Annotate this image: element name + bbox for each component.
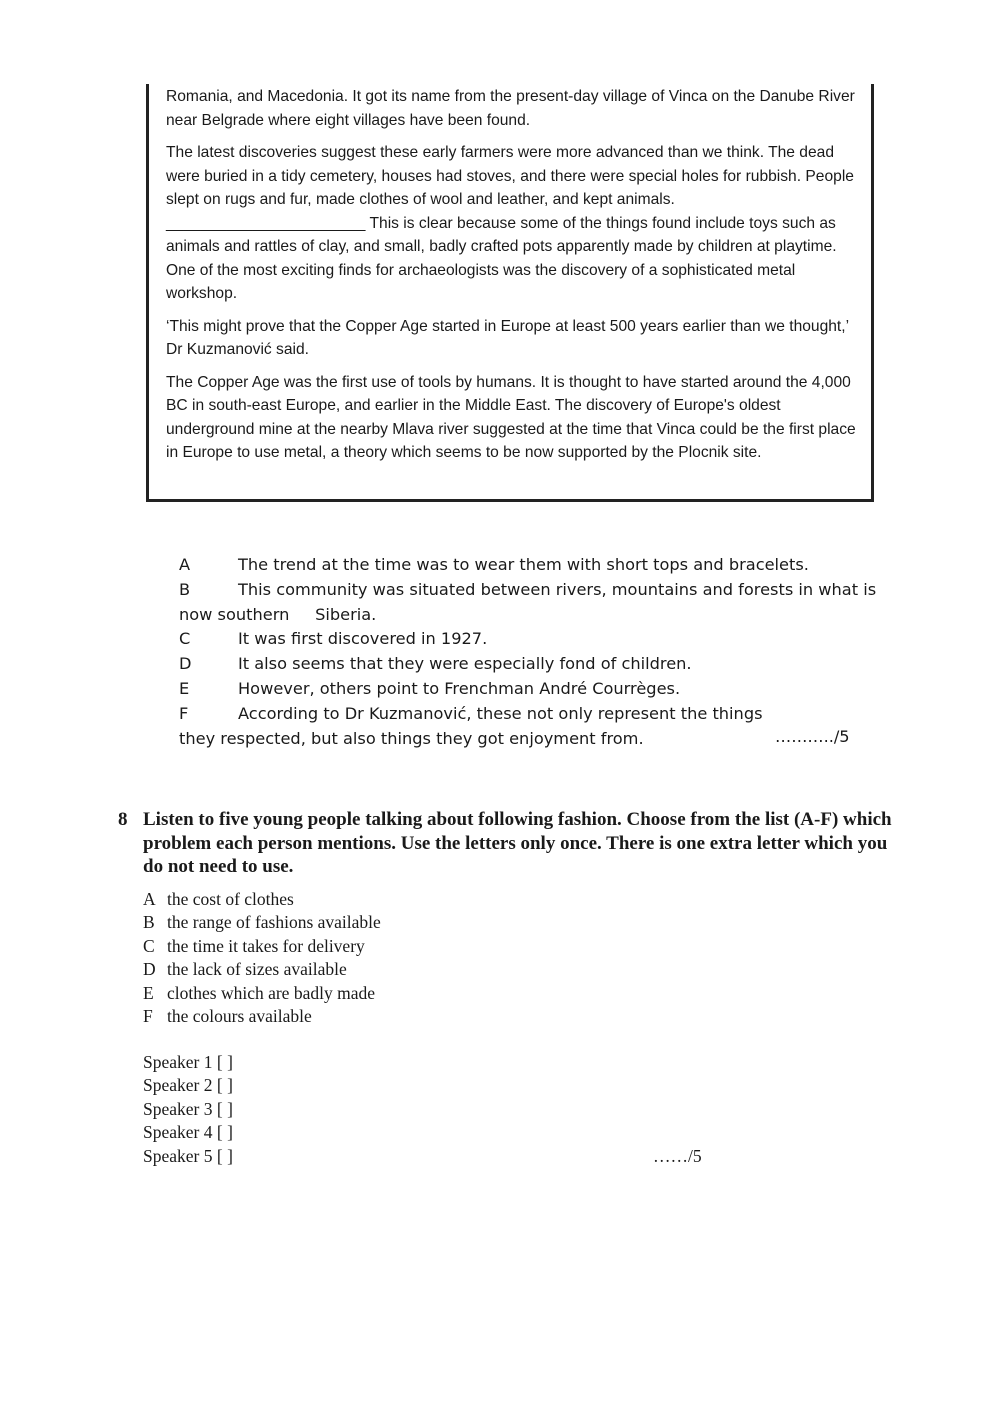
question-instruction: Listen to five young people talking about following fashion. Choose from the list (A-F) which problem each person mentions. Use the letters only once. There is one extra letter which you do not need to use.	[143, 809, 892, 877]
list-text: the cost of clothes	[167, 889, 294, 909]
option-text: This community was situated between rivers, mountains and forests in what is now southern Siberia.	[179, 579, 882, 624]
list-item	[143, 911, 381, 934]
option-letter: B	[179, 579, 191, 599]
score-line-task8: ……/5	[653, 1146, 702, 1166]
reading-passage	[166, 85, 866, 474]
option-text: It also seems that they were especially fond of children.	[238, 654, 692, 674]
passage-paragraph-4: The Copper Age was the first use of tools by humans. It is thought to have started around the 4,000 BC in south-east Europe, and earlier in the Middle East. The discovery of Europe's oldest underground mine at the nearby Mlava river suggested at the time that Vinca could be the first place in Europe to use metal, a theory which seems to be now supported by the Plocnik site.	[166, 373, 856, 461]
list-letter: E	[143, 982, 154, 1003]
option-f	[179, 702, 779, 752]
option-text: However, others point to Frenchman André Courrèges.	[238, 678, 681, 698]
option-c	[179, 627, 889, 652]
option-text: According to Dr Kuzmanović, these not only represent the things they respected, but also things they got enjoyment from.	[179, 703, 763, 748]
sentence-options	[179, 553, 889, 751]
option-a	[179, 553, 889, 578]
option-text: It was first discovered in 1927.	[238, 629, 488, 649]
list-letter: B	[143, 912, 155, 933]
list-item	[143, 888, 381, 911]
option-e	[179, 677, 889, 702]
question-number: 8	[118, 809, 128, 830]
option-letter: D	[179, 654, 192, 674]
speaker-answers	[143, 1051, 233, 1168]
list-text: the lack of sizes available	[167, 959, 347, 980]
passage-paragraph-1: Romania, and Macedonia. It got its name from the present-day village of Vinca on the Danube River near Belgrade where eight villages have been found.	[166, 88, 855, 129]
list-text: the time it takes for delivery	[167, 935, 365, 956]
option-text: The trend at the time was to wear them with short tops and bracelets.	[238, 555, 809, 574]
speaker-3-answer[interactable]: Speaker 3 [ ]	[143, 1098, 233, 1119]
list-item	[143, 982, 381, 1005]
option-letter: F	[179, 703, 189, 723]
speaker-4-answer[interactable]: Speaker 4 [ ]	[143, 1122, 233, 1143]
option-letter: A	[179, 555, 191, 574]
question-8	[118, 808, 898, 879]
list-item	[143, 935, 381, 958]
passage-paragraph-3: ‘This might prove that the Copper Age started in Europe at least 500 years earlier than we thought,’ Dr Kuzmanović said.	[166, 317, 849, 358]
passage-paragraph-2: The latest discoveries suggest these early farmers were more advanced than we think. The dead were buried in a tidy cemetery, houses had stoves, and there were special holes for rubbish. People slept on rugs and fur, made clothes of wool and leather, and kept animals. _______________________ This is clear because some of the things found include toys such as animals and rattles of clay, and small, badly crafted pots apparently made by children at playtime. One of the most exciting finds for archaeologists was the discovery of a sophisticated metal workshop.	[166, 144, 854, 302]
list-item	[143, 958, 381, 981]
speaker-2-answer[interactable]: Speaker 2 [ ]	[143, 1075, 233, 1096]
list-item	[143, 1005, 381, 1028]
list-letter: A	[143, 889, 156, 909]
option-b	[179, 578, 889, 628]
score-line-task7: ………../5	[775, 727, 850, 746]
list-text: the colours available	[167, 1006, 312, 1027]
option-letter: C	[179, 629, 191, 649]
list-text: the range of fashions available	[167, 912, 381, 933]
problem-list	[143, 888, 381, 1028]
speaker-1-answer[interactable]: Speaker 1 [ ]	[143, 1052, 233, 1072]
list-letter: D	[143, 959, 156, 980]
list-letter: C	[143, 935, 155, 956]
list-letter: F	[143, 1006, 153, 1027]
list-text: clothes which are badly made	[167, 982, 375, 1003]
option-d	[179, 652, 889, 677]
option-letter: E	[179, 678, 190, 698]
speaker-5-answer[interactable]: Speaker 5 [ ]	[143, 1145, 233, 1166]
